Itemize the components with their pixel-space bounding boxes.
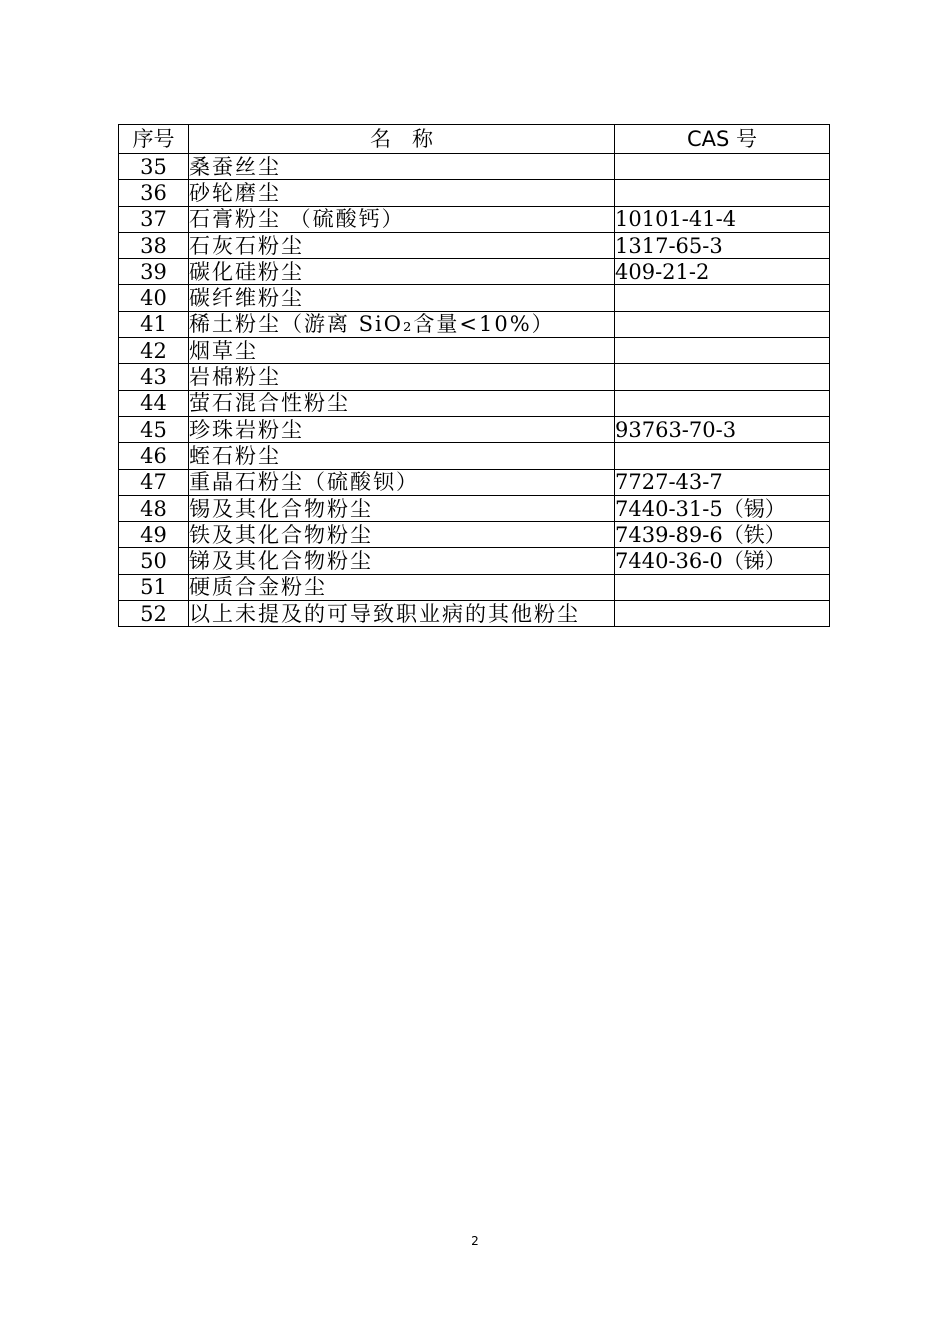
row-cas-number [615, 443, 830, 469]
row-name: 稀土粉尘（游离 SiO₂含量<10%） [189, 311, 615, 337]
row-name: 硬质合金粉尘 [189, 574, 615, 600]
row-cas-number: 409-21-2 [615, 259, 830, 285]
row-serial-number: 45 [119, 416, 189, 442]
row-serial-number: 47 [119, 469, 189, 495]
row-serial-number: 46 [119, 443, 189, 469]
table-row [119, 601, 830, 627]
header-serial-number: 序号 [119, 125, 189, 154]
row-serial-number: 39 [119, 259, 189, 285]
row-name: 砂轮磨尘 [189, 180, 615, 206]
row-name: 碳纤维粉尘 [189, 285, 615, 311]
row-serial-number: 44 [119, 390, 189, 416]
row-name: 烟草尘 [189, 338, 615, 364]
row-cas-number [615, 601, 830, 627]
table-row [119, 495, 830, 521]
table-row [119, 259, 830, 285]
header-name: 名 称 [189, 125, 615, 154]
row-cas-number: 10101-41-4 [615, 206, 830, 232]
row-cas-number [615, 154, 830, 180]
row-name: 石灰石粉尘 [189, 232, 615, 258]
table-row [119, 548, 830, 574]
row-cas-number [615, 364, 830, 390]
table-row [119, 522, 830, 548]
row-serial-number: 50 [119, 548, 189, 574]
table-row [119, 574, 830, 600]
row-serial-number: 40 [119, 285, 189, 311]
row-name: 石膏粉尘 （硫酸钙） [189, 206, 615, 232]
dust-list-table [118, 124, 830, 627]
row-cas-number: 93763-70-3 [615, 416, 830, 442]
row-serial-number: 52 [119, 601, 189, 627]
row-cas-number [615, 390, 830, 416]
row-serial-number: 48 [119, 495, 189, 521]
row-serial-number: 38 [119, 232, 189, 258]
row-name: 锑及其化合物粉尘 [189, 548, 615, 574]
row-name: 蛭石粉尘 [189, 443, 615, 469]
row-cas-number: 7440-31-5（锡） [615, 495, 830, 521]
row-cas-number: 7727-43-7 [615, 469, 830, 495]
row-name: 重晶石粉尘（硫酸钡） [189, 469, 615, 495]
table-row [119, 443, 830, 469]
row-cas-number: 7440-36-0（锑） [615, 548, 830, 574]
row-cas-number: 1317-65-3 [615, 232, 830, 258]
row-serial-number: 37 [119, 206, 189, 232]
table-row [119, 311, 830, 337]
table-row [119, 206, 830, 232]
table-header-row [119, 125, 830, 154]
row-serial-number: 43 [119, 364, 189, 390]
table-row [119, 232, 830, 258]
row-name: 碳化硅粉尘 [189, 259, 615, 285]
table-row [119, 469, 830, 495]
row-serial-number: 35 [119, 154, 189, 180]
row-name: 岩棉粉尘 [189, 364, 615, 390]
row-cas-number: 7439-89-6（铁） [615, 522, 830, 548]
table-row [119, 338, 830, 364]
row-name: 萤石混合性粉尘 [189, 390, 615, 416]
row-serial-number: 51 [119, 574, 189, 600]
row-name: 铁及其化合物粉尘 [189, 522, 615, 548]
row-name: 以上未提及的可导致职业病的其他粉尘 [189, 601, 615, 627]
table-row [119, 180, 830, 206]
table-row [119, 364, 830, 390]
row-cas-number [615, 338, 830, 364]
table-row [119, 416, 830, 442]
row-cas-number [615, 574, 830, 600]
row-name: 锡及其化合物粉尘 [189, 495, 615, 521]
row-serial-number: 49 [119, 522, 189, 548]
row-serial-number: 41 [119, 311, 189, 337]
table-row [119, 154, 830, 180]
row-cas-number [615, 180, 830, 206]
row-serial-number: 36 [119, 180, 189, 206]
row-name: 桑蚕丝尘 [189, 154, 615, 180]
table-row [119, 390, 830, 416]
row-cas-number [615, 285, 830, 311]
page-number: 2 [471, 1234, 479, 1248]
row-serial-number: 42 [119, 338, 189, 364]
table-row [119, 285, 830, 311]
header-cas-number: CAS 号 [615, 125, 830, 154]
row-cas-number [615, 311, 830, 337]
row-name: 珍珠岩粉尘 [189, 416, 615, 442]
